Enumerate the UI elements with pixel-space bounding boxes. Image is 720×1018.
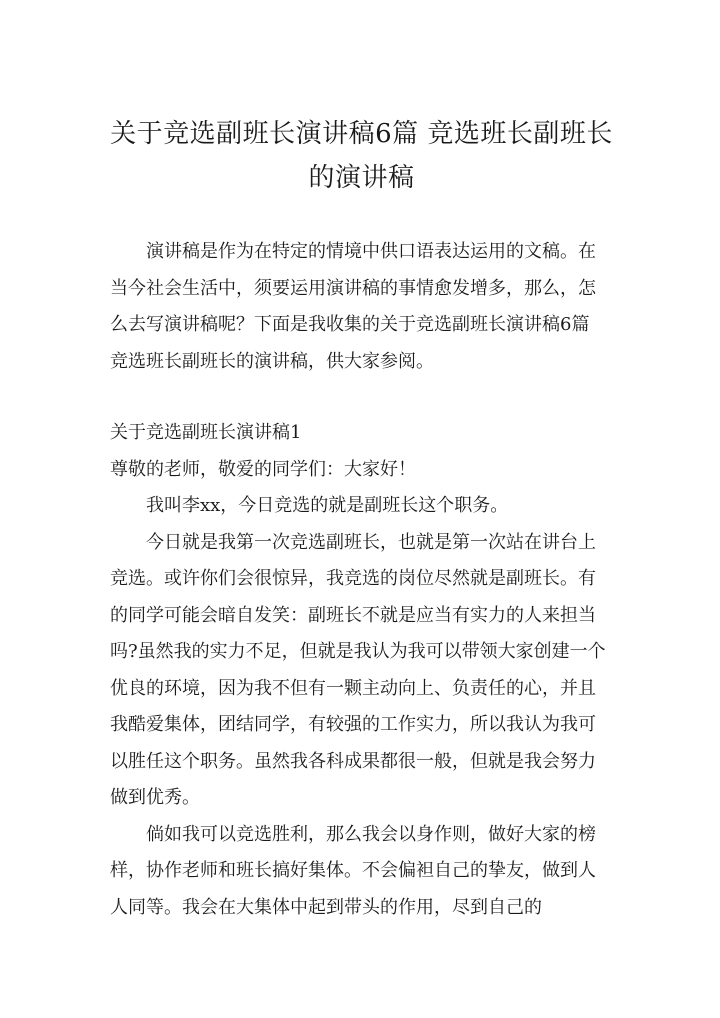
body-paragraph: 倘如我可以竞选胜利，那么我会以身作则，做好大家的榜样，协作老师和班长搞好集体。不会偏袒自己的挚友，做到人人同等。我会在大集体中起到带头的作用，尽到自己的	[110, 823, 596, 918]
body-paragraph: 今日就是我第一次竞选副班长，也就是第一次站在讲台上竞选。或许你们会很惊异，我竞选的岗位尽然就是副班长。有的同学可能会暗自发笑：副班长不就是应当有实力的人来担当吗?虽然我的实力不足，但就是我认为我可以带领大家创建一个优良的环境，因为我不但有一颗主动向上、负责任的心，并且我酷爱集体，团结同学，有较强的工作实力，所以我认为我可以胜任这个职务。虽然我各科成果都很一般，但就是我会努力做到优秀。	[110, 531, 606, 808]
body-paragraph: 我叫李xx，今日竞选的就是副班长这个职务。	[146, 495, 509, 516]
greeting-line: 尊敬的老师，敬爱的同学们：大家好！	[110, 458, 416, 480]
speech-section	[110, 415, 613, 926]
intro-paragraph: 演讲稿是作为在特定的情境中供口语表达运用的文稿。在当今社会生活中，须要运用演讲稿的事情愈发增多，那么，怎么去写演讲稿呢？下面是我收集的关于竞选副班长演讲稿6篇 竞选班长副班长的演讲稿，供大家参阅。	[110, 241, 596, 372]
document-title: 关于竞选副班长演讲稿6篇 竞选班长副班长的演讲稿	[110, 119, 613, 193]
section-heading: 关于竞选副班长演讲稿1	[110, 422, 302, 443]
